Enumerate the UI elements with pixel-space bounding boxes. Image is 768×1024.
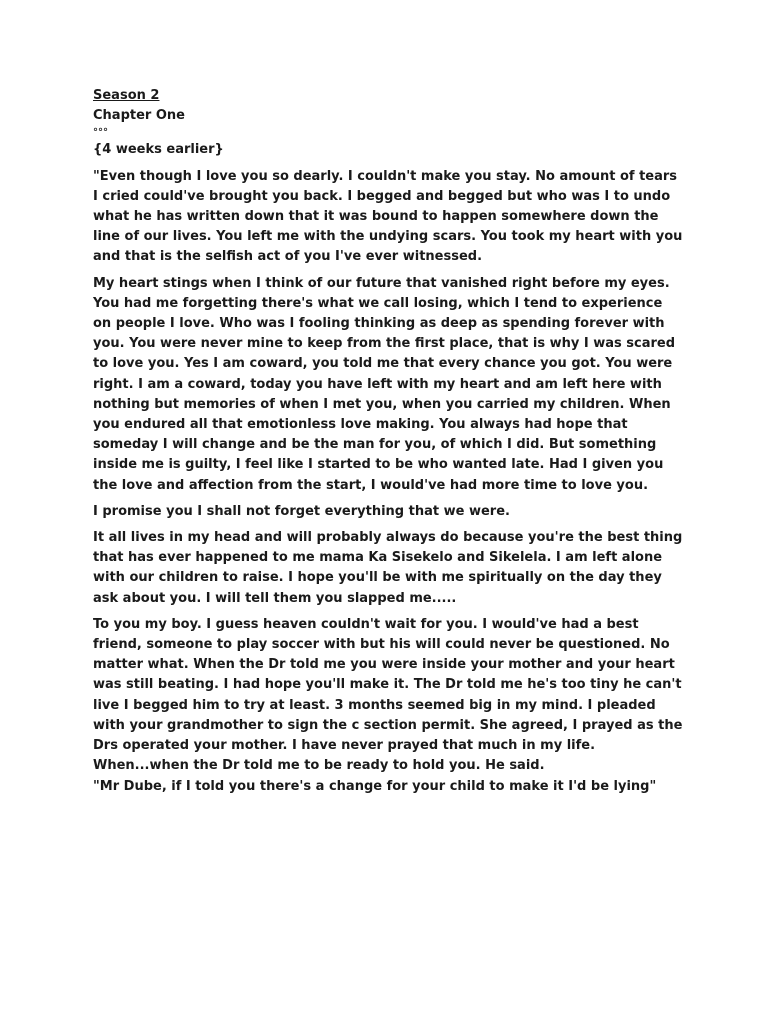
section-separator: °°° bbox=[93, 127, 108, 139]
paragraph-5: To you my boy. I guess heaven couldn't wait for you. I would've had a best friend, someone to play soccer with but his will could never be questioned. No matter what. When the Dr told me you were inside your mother and your heart was still beating. I had hope you'll make it. The Dr told me he's too tiny he can't live I begged him to try at least. 3 months seemed big in my mind. I pleaded with your grandmother to sign the c section permit. She agreed, I prayed as the Drs operated your mother. I have never prayed that much in my life. When...when the Dr told me to be ready to hold you. He said. bbox=[93, 616, 683, 774]
paragraph-6: "Mr Dube, if I told you there's a change for your child to make it I'd be lying" bbox=[93, 778, 657, 794]
season-title: Season 2 bbox=[93, 88, 160, 103]
paragraph-2: My heart stings when I think of our future that vanished right before my eyes. You had me forgetting there's what we call losing, which I tend to experience on people I love. Who was I fooling thinking as deep as spending forever with you. You were never mine to keep from the first place, that is why I was scared to love you. Yes I am coward, you told me that every chance you got. You were right. I am a coward, today you have left with my heart and am left here with nothing but memories of when I met you, when you carried my children. When you endured all that emotionless love making. You always had hope that someday I will change and be the man for you, of which I did. But something inside me is guilty, I feel like I started to be who wanted late. Had I given you the love and affection from the start, I would've had more time to love you. bbox=[93, 275, 676, 493]
paragraph-1: "Even though I love you so dearly. I couldn't make you stay. No amount of tears I cried could've brought you back. I begged and begged but who was I to undo what he has written down that it was bound to happen somewhere down the line of our lives. You left me with the undying scars. You took my heart with you and that is the selfish act of you I've ever witnessed. bbox=[93, 168, 683, 265]
document-page bbox=[93, 86, 683, 797]
time-note: {4 weeks earlier} bbox=[93, 142, 224, 158]
paragraph-3: I promise you I shall not forget everything that we were. bbox=[93, 503, 510, 519]
chapter-title: Chapter One bbox=[93, 108, 185, 124]
paragraph-4: It all lives in my head and will probably always do because you're the best thing that has ever happened to me mama Ka Sisekelo and Sikelela. I am left alone with our children to raise. I hope you'll be with me spiritually on the day they ask about you. I will tell them you slapped me..... bbox=[93, 530, 683, 606]
